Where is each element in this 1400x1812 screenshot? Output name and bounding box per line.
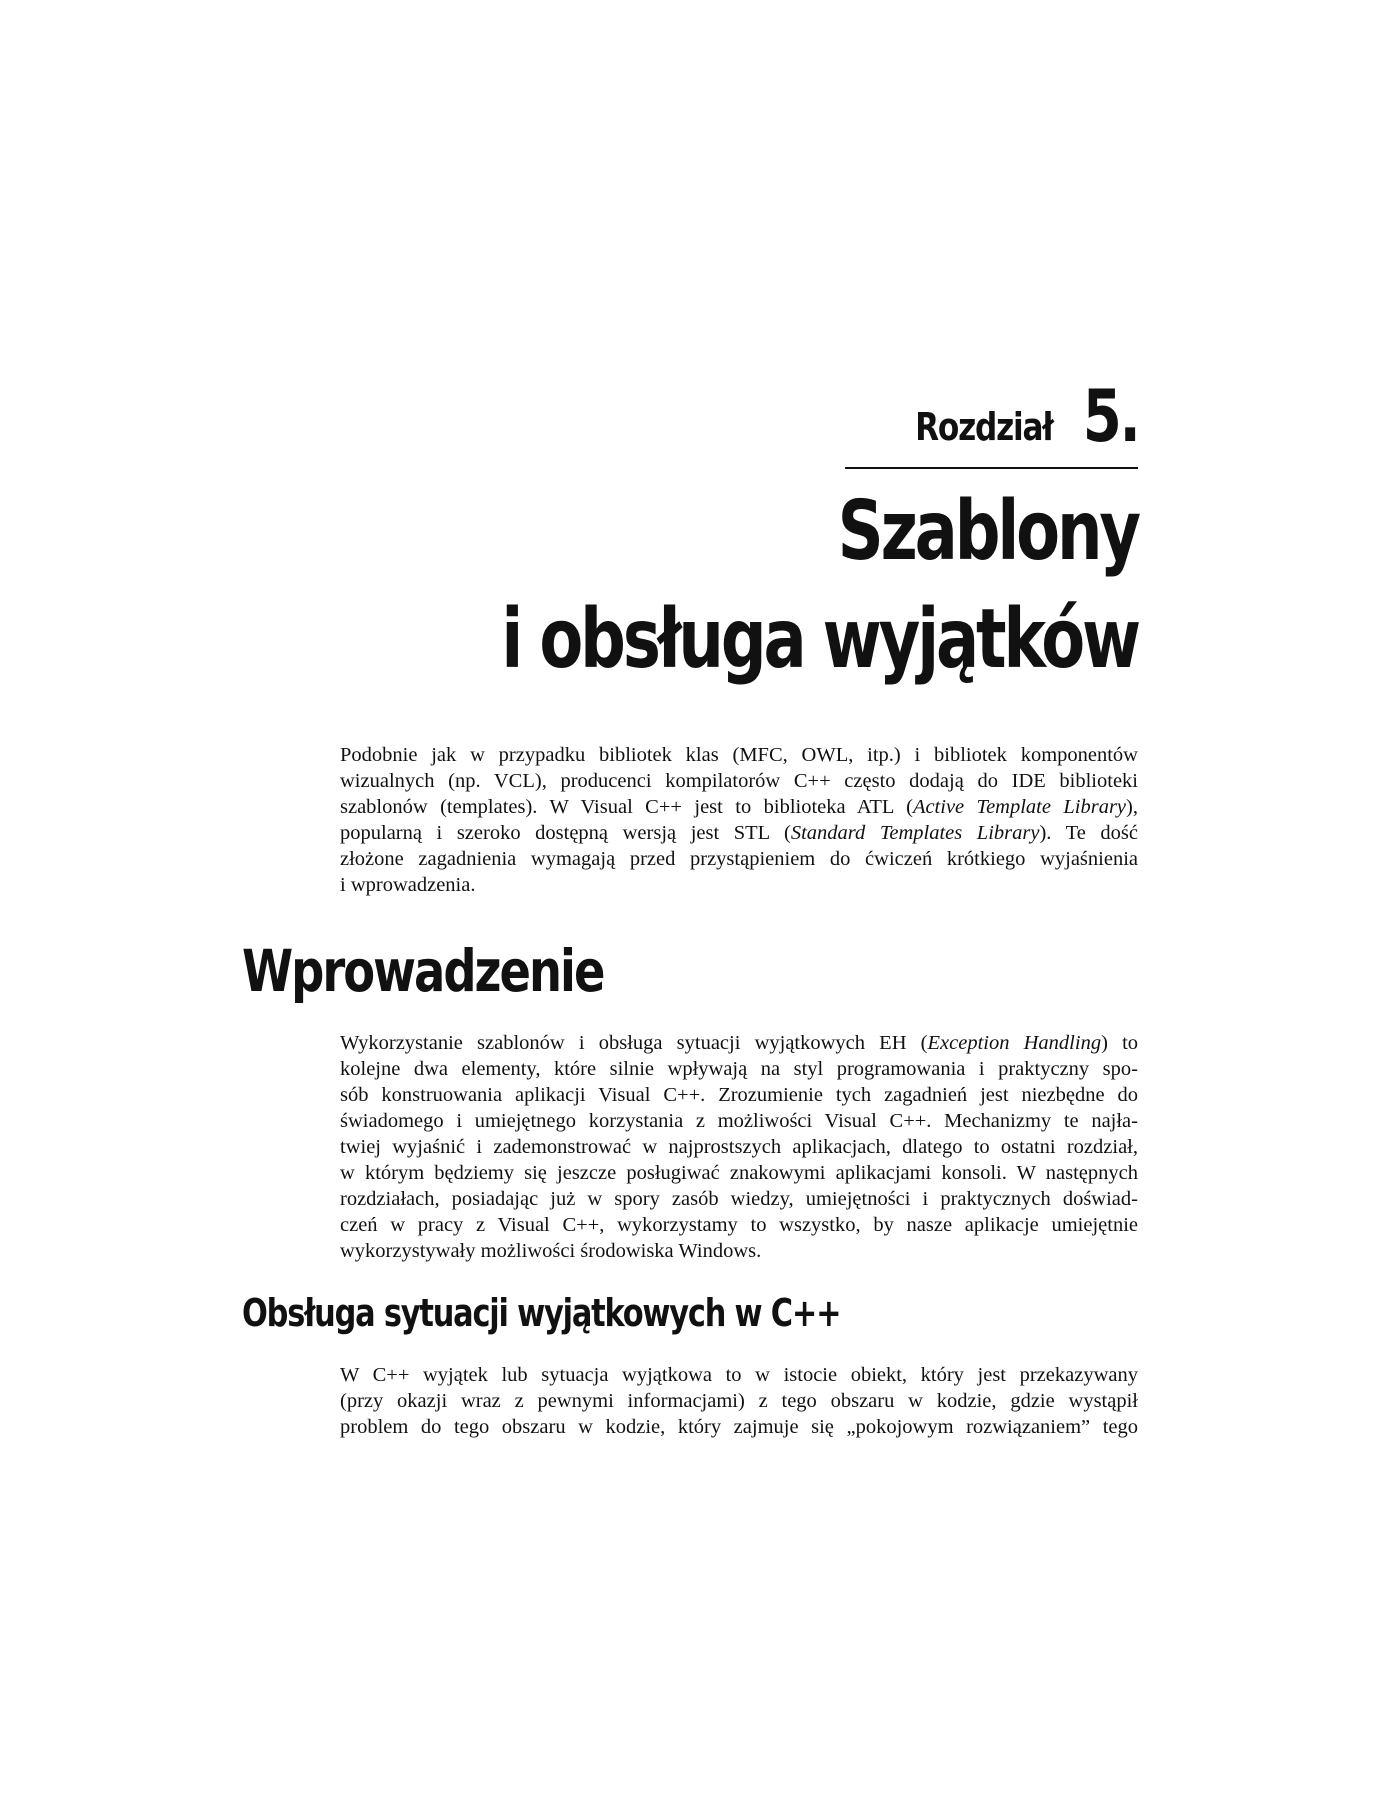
italic-term: Standard Templates Library (790, 822, 1040, 844)
text-line: popularną i szeroko dostępną wersją jest STL (Standard Templates Library). Te dość (340, 822, 1138, 844)
chapter-label (885, 374, 1138, 458)
text-line: problem do tego obszaru w kodzie, który zajmuje się „pokojowym rozwiązaniem” tego (340, 1416, 1138, 1438)
chapter-title (436, 478, 1138, 694)
text-line: złożone zagadnienia wymagają przed przystąpieniem do ćwiczeń krótkiego wyjaśnienia (340, 848, 1138, 870)
chapter-number: 5. (1082, 374, 1138, 458)
section2-paragraph (340, 1362, 1138, 1440)
section1-paragraph (340, 1030, 1138, 1264)
text-line: (przy okazji wraz z pewnymi informacjami) z tego obszaru w kodzie, gdzie wystąpił (340, 1390, 1138, 1412)
section-heading-wprowadzenie: Wprowadzenie (242, 937, 604, 1005)
text-line: kolejne dwa elementy, które silnie wpływają na styl programowania i praktyczny spo- (340, 1058, 1138, 1080)
text-line: sób konstruowania aplikacji Visual C++. Zrozumienie tych zagadnień jest niezbędne do (340, 1084, 1138, 1106)
text-line: świadomego i umiejętnego korzystania z możliwości Visual C++. Mechanizmy te najła- (340, 1110, 1138, 1132)
text-line: twiej wyjaśnić i zademonstrować w najprostszych aplikacjach, dlatego to ostatni rozdział, (340, 1136, 1138, 1158)
text-line: Podobnie jak w przypadku bibliotek klas (MFC, OWL, itp.) i bibliotek komponentów (340, 744, 1138, 766)
italic-term: Active Template Library (912, 796, 1127, 818)
text-line: wizualnych (np. VCL), producenci kompilatorów C++ często dodają do IDE biblioteki (340, 770, 1138, 792)
chapter-word: Rozdział (915, 405, 1053, 449)
text-line: W C++ wyjątek lub sytuacja wyjątkowa to w istocie obiekt, który jest przekazywany (340, 1364, 1138, 1386)
chapter-title-line: i obsługa wyjątków (501, 592, 1138, 687)
chapter-divider (845, 467, 1138, 469)
text-line: i wprowadzenia. (340, 874, 476, 896)
text-line: czeń w pracy z Visual C++, wykorzystamy to wszystko, by nasze aplikacje umiejętnie (340, 1214, 1138, 1236)
text-line: w którym będziemy się jeszcze posługiwać znakowymi aplikacjami konsoli. W następnych (340, 1162, 1138, 1184)
intro-paragraph (340, 742, 1138, 898)
italic-term: Exception Handling (927, 1032, 1102, 1054)
text-line: Wykorzystanie szablonów i obsługa sytuacji wyjątkowych EH (Exception Handling) to (340, 1032, 1139, 1054)
text-line: szablonów (templates). W Visual C++ jest to biblioteka ATL (Active Template Library), (340, 796, 1138, 818)
chapter-title-line: Szablony (837, 484, 1138, 579)
subsection-heading-exceptions: Obsługa sytuacji wyjątkowych w C++ (242, 1291, 841, 1335)
text-line: wykorzystywały możliwości środowiska Windows. (340, 1240, 762, 1262)
text-line: rozdziałach, posiadając już w spory zasób wiedzy, umiejętności i praktycznych doświad- (340, 1188, 1138, 1210)
